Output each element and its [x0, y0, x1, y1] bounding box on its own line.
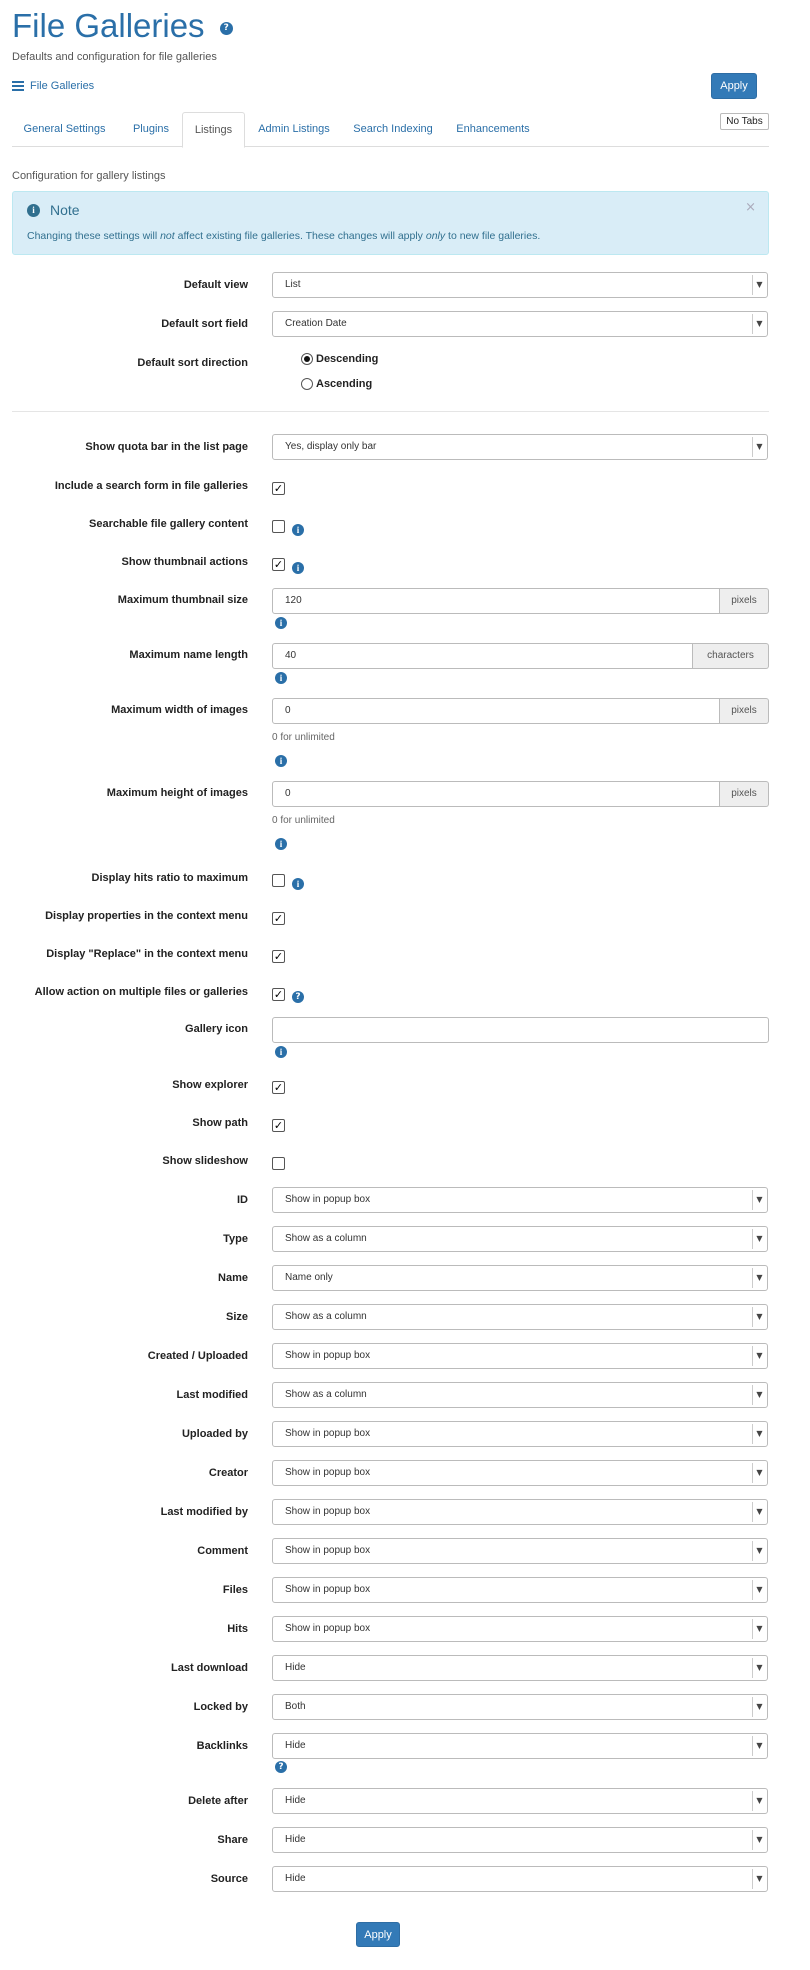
- column-hits-value: Show in popup box: [285, 1623, 371, 1634]
- chevron-down-icon: ▼: [752, 314, 766, 334]
- chevron-down-icon: ▼: [752, 1619, 766, 1639]
- column-type-value: Show as a column: [285, 1233, 367, 1244]
- apply-button-top[interactable]: Apply: [711, 73, 757, 99]
- info-icon[interactable]: i: [292, 878, 304, 890]
- sort-descending-radio[interactable]: Descending: [301, 353, 378, 365]
- hits-ratio-checkbox[interactable]: [272, 874, 285, 887]
- column-created-uploaded-label: Created / Uploaded: [147, 1350, 248, 1362]
- tab-admin-listings[interactable]: Admin Listings: [258, 123, 330, 135]
- chevron-down-icon: ▼: [752, 1346, 766, 1366]
- chevron-down-icon: ▼: [752, 1229, 766, 1249]
- column-backlinks-select[interactable]: [272, 1733, 768, 1759]
- file-galleries-link-label: File Galleries: [30, 80, 95, 92]
- column-share-label: Share: [217, 1834, 248, 1846]
- max-height-help: 0 for unlimited: [272, 815, 335, 826]
- props-context-checkbox[interactable]: ✓: [273, 912, 284, 925]
- tab-listings[interactable]: Listings: [182, 112, 245, 148]
- column-backlinks-label: Backlinks: [196, 1740, 248, 1752]
- chevron-down-icon: ▼: [752, 1541, 766, 1561]
- hits-ratio-label: Display hits ratio to maximum: [91, 872, 248, 884]
- info-icon[interactable]: i: [292, 562, 304, 574]
- default-sort-direction-label: Default sort direction: [137, 357, 248, 369]
- apply-button-bottom[interactable]: Apply: [356, 1922, 400, 1947]
- max-width-help: 0 for unlimited: [272, 732, 335, 743]
- chevron-down-icon: ▼: [752, 1502, 766, 1522]
- column-source-value: Hide: [285, 1873, 306, 1884]
- column-last-modified-by-value: Show in popup box: [285, 1506, 371, 1517]
- tab-enhancements[interactable]: Enhancements: [456, 123, 530, 135]
- help-icon[interactable]: ?: [292, 991, 304, 1003]
- column-delete-after-label: Delete after: [188, 1795, 248, 1807]
- section-caption: Configuration for gallery listings: [12, 170, 166, 182]
- column-name-select[interactable]: [272, 1265, 768, 1291]
- column-last-modified-by-label: Last modified by: [160, 1506, 248, 1518]
- info-icon[interactable]: i: [275, 755, 287, 767]
- thumbnail-actions-checkbox[interactable]: ✓: [273, 558, 284, 571]
- column-locked-by-select[interactable]: [272, 1694, 768, 1720]
- column-comment-value: Show in popup box: [285, 1545, 371, 1556]
- list-icon: [12, 81, 24, 91]
- note-title: [27, 202, 80, 218]
- default-view-label: Default view: [183, 279, 248, 291]
- tab-bar: [12, 112, 769, 147]
- default-sort-field-select[interactable]: Creation Date ▼: [272, 311, 768, 337]
- column-id-select[interactable]: [272, 1187, 768, 1213]
- column-name-label: Name: [218, 1272, 248, 1284]
- column-id-label: ID: [237, 1194, 248, 1206]
- chevron-down-icon: ▼: [752, 1830, 766, 1850]
- chevron-down-icon: ▼: [752, 437, 766, 457]
- column-created-uploaded-value: Show in popup box: [285, 1350, 371, 1361]
- max-width-label: Maximum width of images: [111, 704, 248, 716]
- chevron-down-icon: ▼: [752, 1385, 766, 1405]
- column-uploaded-by-label: Uploaded by: [181, 1428, 248, 1440]
- column-files-select[interactable]: [272, 1577, 768, 1603]
- radio-on[interactable]: [301, 353, 313, 365]
- chevron-down-icon: ▼: [752, 1697, 766, 1717]
- multi-action-label: Allow action on multiple files or galleries: [34, 986, 248, 998]
- max-name-length-unit: characters: [693, 643, 769, 669]
- help-icon[interactable]: ?: [275, 1761, 287, 1773]
- column-last-modified-select[interactable]: [272, 1382, 768, 1408]
- max-width-unit: pixels: [720, 698, 769, 724]
- chevron-down-icon: ▼: [752, 1307, 766, 1327]
- max-width-input[interactable]: 0: [272, 698, 720, 724]
- column-share-value: Hide: [285, 1834, 306, 1845]
- gallery-icon-input[interactable]: [272, 1017, 769, 1043]
- column-last-download-select[interactable]: [272, 1655, 768, 1681]
- multi-action-checkbox[interactable]: ✓: [273, 988, 284, 1001]
- chevron-down-icon: ▼: [752, 1658, 766, 1678]
- replace-context-checkbox[interactable]: ✓: [273, 950, 284, 963]
- info-icon[interactable]: i: [275, 1046, 287, 1058]
- column-files-value: Show in popup box: [285, 1584, 371, 1595]
- default-sort-field-label: Default sort field: [161, 318, 248, 330]
- column-created-uploaded-select[interactable]: [272, 1343, 768, 1369]
- show-path-checkbox[interactable]: ✓: [273, 1119, 284, 1132]
- info-icon[interactable]: i: [275, 617, 287, 629]
- page-title: [12, 6, 233, 46]
- show-slideshow-checkbox[interactable]: [272, 1157, 285, 1170]
- column-locked-by-value: Both: [285, 1701, 306, 1712]
- max-height-input[interactable]: 0: [272, 781, 720, 807]
- note-alert: [12, 191, 769, 255]
- column-creator-select[interactable]: [272, 1460, 768, 1486]
- note-title-text: Note: [50, 202, 80, 218]
- chevron-down-icon: ▼: [752, 1463, 766, 1483]
- column-last-download-value: Hide: [285, 1662, 306, 1673]
- searchable-content-label: Searchable file gallery content: [89, 518, 248, 530]
- search-form-checkbox[interactable]: ✓: [273, 482, 284, 495]
- column-type-label: Type: [223, 1233, 248, 1245]
- column-delete-after-value: Hide: [285, 1795, 306, 1806]
- column-comment-select[interactable]: [272, 1538, 768, 1564]
- quota-bar-select[interactable]: Yes, display only bar ▼: [272, 434, 768, 460]
- column-source-select[interactable]: [272, 1866, 768, 1892]
- max-name-length-label: Maximum name length: [129, 649, 248, 661]
- sort-ascending-radio[interactable]: Ascending: [301, 378, 372, 390]
- note-text: Changing these settings will not affect existing file galleries. These changes will apply only to new file galleries.: [27, 230, 541, 242]
- column-name-value: Name only: [285, 1272, 333, 1283]
- tab-search-indexing[interactable]: Search Indexing: [353, 123, 433, 135]
- column-size-select[interactable]: [272, 1304, 768, 1330]
- column-last-download-label: Last download: [171, 1662, 248, 1674]
- column-share-select[interactable]: [272, 1827, 768, 1853]
- column-locked-by-label: Locked by: [193, 1701, 248, 1713]
- no-tabs-button[interactable]: No Tabs: [720, 113, 769, 130]
- default-view-select[interactable]: List ▼: [272, 272, 768, 298]
- chevron-down-icon: ▼: [752, 1791, 766, 1811]
- column-size-value: Show as a column: [285, 1311, 367, 1322]
- column-uploaded-by-select[interactable]: [272, 1421, 768, 1447]
- props-context-label: Display properties in the context menu: [45, 910, 248, 922]
- column-last-modified-label: Last modified: [176, 1389, 248, 1401]
- info-icon[interactable]: i: [292, 524, 304, 536]
- column-files-label: Files: [222, 1584, 248, 1596]
- help-icon[interactable]: ?: [220, 22, 233, 35]
- chevron-down-icon: ▼: [752, 275, 766, 295]
- column-creator-label: Creator: [208, 1467, 248, 1479]
- show-path-label: Show path: [192, 1117, 248, 1129]
- max-thumbnail-size-label: Maximum thumbnail size: [117, 594, 248, 606]
- column-creator-value: Show in popup box: [285, 1467, 371, 1478]
- show-explorer-checkbox[interactable]: ✓: [273, 1081, 284, 1094]
- thumbnail-actions-label: Show thumbnail actions: [121, 556, 248, 568]
- chevron-down-icon: ▼: [752, 1424, 766, 1444]
- max-name-length-input[interactable]: 40: [272, 643, 693, 669]
- page-subtitle: Defaults and configuration for file galleries: [12, 51, 217, 63]
- info-icon[interactable]: i: [275, 672, 287, 684]
- page-title-text: File Galleries: [12, 7, 205, 44]
- column-delete-after-select[interactable]: [272, 1788, 768, 1814]
- max-height-unit: pixels: [720, 781, 769, 807]
- file-galleries-link[interactable]: [12, 80, 94, 92]
- quota-bar-label: Show quota bar in the list page: [85, 441, 248, 453]
- max-height-label: Maximum height of images: [106, 787, 248, 799]
- column-type-select[interactable]: [272, 1226, 768, 1252]
- info-icon[interactable]: i: [275, 838, 287, 850]
- column-hits-select[interactable]: [272, 1616, 768, 1642]
- max-thumbnail-size-unit: pixels: [720, 588, 769, 614]
- column-hits-label: Hits: [227, 1623, 248, 1635]
- chevron-down-icon: ▼: [752, 1580, 766, 1600]
- column-comment-label: Comment: [197, 1545, 248, 1557]
- info-icon: i: [27, 204, 40, 217]
- gallery-icon-label: Gallery icon: [185, 1023, 248, 1035]
- tab-plugins[interactable]: Plugins: [132, 123, 170, 135]
- column-size-label: Size: [225, 1311, 248, 1323]
- column-backlinks-value: Hide: [285, 1740, 306, 1751]
- close-icon[interactable]: ×: [745, 200, 756, 215]
- chevron-down-icon: ▼: [752, 1869, 766, 1889]
- show-slideshow-label: Show slideshow: [162, 1155, 248, 1167]
- chevron-down-icon: ▼: [752, 1268, 766, 1288]
- max-thumbnail-size-input[interactable]: 120: [272, 588, 720, 614]
- column-uploaded-by-value: Show in popup box: [285, 1428, 371, 1439]
- replace-context-label: Display "Replace" in the context menu: [46, 948, 248, 960]
- chevron-down-icon: ▼: [752, 1736, 766, 1756]
- chevron-down-icon: ▼: [752, 1190, 766, 1210]
- radio-off[interactable]: [301, 378, 313, 390]
- column-source-label: Source: [210, 1873, 248, 1885]
- column-last-modified-value: Show as a column: [285, 1389, 367, 1400]
- column-id-value: Show in popup box: [285, 1194, 371, 1205]
- tab-general-settings[interactable]: General Settings: [23, 123, 106, 135]
- search-form-label: Include a search form in file galleries: [54, 480, 248, 492]
- column-last-modified-by-select[interactable]: [272, 1499, 768, 1525]
- searchable-content-checkbox[interactable]: [272, 520, 285, 533]
- section-divider: [12, 411, 769, 412]
- show-explorer-label: Show explorer: [172, 1079, 248, 1091]
